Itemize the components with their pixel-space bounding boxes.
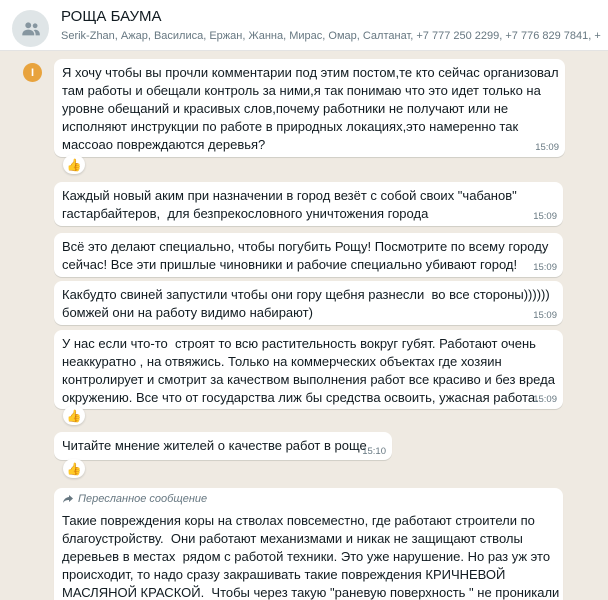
message-text: Какбудто свиней запустили чтобы они гору щебня разнесли во все стороны)))))) бомжей они на работу видимо набирают) bbox=[62, 287, 550, 320]
message-text: У нас если что-то строят то всю растительность вокруг губят. Работают очень неаккуратно , на отвяжись. Только на коммерческих объектах где хозяин контролирует и смотрит за качеством выполнения работ все красиво и без вреда окружению. Все что от государства лиж бы средства освоить, ужасная работа. bbox=[62, 336, 555, 405]
message-bubble[interactable] bbox=[54, 281, 563, 325]
group-avatar[interactable] bbox=[12, 10, 49, 47]
message-list[interactable] bbox=[0, 51, 608, 600]
forwarded-message-bubble[interactable] bbox=[54, 488, 563, 600]
message-text: Каждый новый аким при назначении в город везёт с собой своих "чабанов" гастарбайтеров, для безпрекословного уничтожения города bbox=[62, 188, 517, 221]
message-text: Я хочу чтобы вы прочли комментарии под этим постом,те кто сейчас организовал там работы и обещали контроль за ними,я так понимаю что это идет только на уровне обещаний и красивых слов,почему работники не получают или не исполняют инструкции по работе в природных локациях,это намеренно так массоао повреждаются деревья? bbox=[62, 65, 559, 152]
message-text: Всё это делают специально, чтобы погубить Рощу! Посмотрите по всему городу сейчас! Все эти пришлые чиновники и рабочие специально убивают город! bbox=[62, 239, 549, 272]
message-bubble[interactable] bbox=[54, 330, 563, 409]
message-bubble[interactable] bbox=[54, 182, 563, 226]
reaction-thumbs-up[interactable]: 👍 bbox=[63, 406, 85, 425]
message-time: 15:10 bbox=[362, 446, 386, 457]
chat-title[interactable]: РОЩА БАУМА bbox=[61, 8, 162, 25]
message-time: 15:09 bbox=[533, 310, 557, 321]
reaction-thumbs-up[interactable]: 👍 bbox=[63, 155, 85, 174]
message-time: 15:09 bbox=[535, 142, 559, 153]
message-time: 15:09 bbox=[533, 394, 557, 405]
sender-avatar[interactable]: I bbox=[23, 63, 42, 82]
message-bubble[interactable] bbox=[54, 432, 392, 460]
reaction-thumbs-up[interactable]: 👍 bbox=[63, 459, 85, 478]
message-text: Такие повреждения коры на стволах повсеместно, где работают строители по благоустройству. Они работают механизмами и никак не защищают стволы деревьев в местах рядом с работой техники. Это уже нарушение. Но раз уж это происходит, то надо сразу закрашивать такие повреждения КРИЧНЕВОЙ МАСЛЯНОЙ КРАСКОЙ. Чтобы через такую "раневую поверхность " не проникали bbox=[62, 513, 560, 600]
message-bubble[interactable] bbox=[54, 233, 563, 277]
message-time: 15:09 bbox=[533, 262, 557, 273]
message-bubble[interactable] bbox=[54, 59, 565, 157]
forwarded-label bbox=[62, 493, 207, 505]
chat-members: Serik-Zhan, Ажар, Василиса, Ержан, Жанна, Мирас, Омар, Салтанат, +7 777 250 2299, +7 776 829 7841, + bbox=[61, 30, 601, 42]
message-text: Читайте мнение жителей о качестве работ в роще bbox=[62, 438, 367, 453]
group-icon bbox=[20, 18, 42, 40]
forward-arrow-icon bbox=[62, 494, 74, 504]
message-time: 15:09 bbox=[533, 211, 557, 222]
chat-header[interactable] bbox=[0, 0, 608, 51]
forwarded-label-text: Пересланное сообщение bbox=[78, 493, 208, 505]
